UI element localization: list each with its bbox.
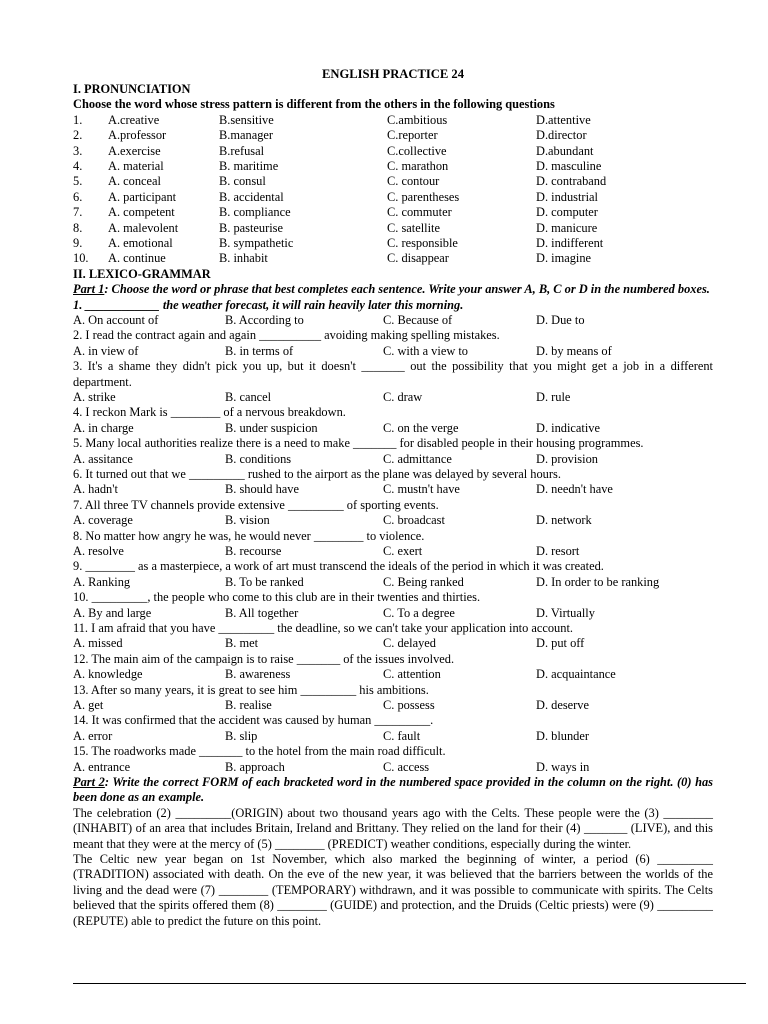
option-c: C. on the verge xyxy=(383,420,459,435)
item-number: 6. xyxy=(73,189,83,204)
item-number: 9. xyxy=(73,235,83,250)
section-heading-lexico-grammar: II. LEXICO-GRAMMAR xyxy=(73,266,211,281)
passage-paragraph-2: The Celtic new year began on 1st November, which also marked the beginning of winter, a period (6) _________ (TRADITION) associated with death. On the eve of the new year, it was believed that the barriers between the worlds of the living and the dead were (7) ________ (TEMPORARY) withdrawn, and it was possible to communicate with spirits. The Celts believed that the spirits offered them (8) ________ (GUIDE) and protection, and the Druids (Celtic priests) were (9) _________ (REPUTE) able to predict the future on this point. xyxy=(73,851,713,928)
option-c: C. commuter xyxy=(387,205,452,220)
item-number: 3. xyxy=(73,143,83,158)
pronunciation-list xyxy=(73,113,713,267)
option-d: D. rule xyxy=(536,389,571,404)
option-c: C. attention xyxy=(383,667,441,682)
option-d: D. resort xyxy=(536,543,580,558)
option-d: D. acquaintance xyxy=(536,667,616,682)
option-a: A. Ranking xyxy=(73,574,131,589)
option-b: B. maritime xyxy=(219,158,279,173)
question-options xyxy=(73,729,713,744)
option-b: B.sensitive xyxy=(219,112,274,127)
question-stem: 14. It was confirmed that the accident was caused by human _________. xyxy=(73,713,434,728)
option-a: A. continue xyxy=(108,251,166,266)
option-c: C. access xyxy=(383,759,430,774)
option-b: B. cancel xyxy=(225,389,272,404)
option-d: D. industrial xyxy=(536,189,598,204)
option-c: C. disappear xyxy=(387,251,449,266)
question-options xyxy=(73,636,713,651)
question-stem: 8. No matter how angry he was, he would never ________ to violence. xyxy=(73,528,425,543)
item-number: 8. xyxy=(73,220,83,235)
question-options xyxy=(73,575,713,590)
option-c: C.collective xyxy=(387,143,447,158)
mcq-list xyxy=(73,298,713,775)
option-b: B. conditions xyxy=(225,451,292,466)
item-number: 10. xyxy=(73,251,89,266)
question-options xyxy=(73,390,713,405)
option-d: D. indicative xyxy=(536,420,600,435)
pronunciation-item xyxy=(73,128,713,143)
part1-instruction-text: : Choose the word or phrase that best completes each sentence. Write your answer A, B, C or D in the numbered boxes. xyxy=(104,282,710,297)
part2-label: Part 2 xyxy=(73,774,105,789)
pronunciation-item xyxy=(73,205,713,220)
option-b: B. inhabit xyxy=(219,251,268,266)
option-b: B. in terms of xyxy=(225,343,294,358)
option-b: B. To be ranked xyxy=(225,574,304,589)
option-d: D. needn't have xyxy=(536,482,613,497)
option-a: A. malevolent xyxy=(108,220,179,235)
option-a: A. resolve xyxy=(73,543,124,558)
option-c: C. Being ranked xyxy=(383,574,464,589)
option-d: D. network xyxy=(536,513,592,528)
option-c: C. marathon xyxy=(387,158,449,173)
option-d: D. blunder xyxy=(536,728,589,743)
pronunciation-instruction: Choose the word whose stress pattern is different from the others in the following questions xyxy=(73,97,555,112)
pronunciation-item xyxy=(73,221,713,236)
option-c: C. possess xyxy=(383,697,435,712)
option-b: B. approach xyxy=(225,759,285,774)
option-c: C. mustn't have xyxy=(383,482,460,497)
bottom-divider xyxy=(73,983,746,984)
question-options xyxy=(73,667,713,682)
option-c: C. responsible xyxy=(387,235,458,250)
option-d: D. manicure xyxy=(536,220,598,235)
option-d: D. imagine xyxy=(536,251,592,266)
option-a: A. in charge xyxy=(73,420,134,435)
question-stem: 5. Many local authorities realize there is a need to make _______ for disabled people in their housing programmes. xyxy=(73,436,644,451)
option-d: D. Due to xyxy=(536,312,585,327)
part2-instruction xyxy=(73,775,713,806)
option-d: D. ways in xyxy=(536,759,590,774)
question-options xyxy=(73,544,713,559)
pronunciation-item xyxy=(73,174,713,189)
option-c: C. with a view to xyxy=(383,343,469,358)
option-a: A. knowledge xyxy=(73,667,143,682)
question-stem: 7. All three TV channels provide extensive _________ of sporting events. xyxy=(73,497,439,512)
option-d: D. computer xyxy=(536,205,598,220)
option-b: B. should have xyxy=(225,482,299,497)
option-d: D. provision xyxy=(536,451,598,466)
option-d: D. deserve xyxy=(536,697,589,712)
option-a: A. in view of xyxy=(73,343,139,358)
page-title: ENGLISH PRACTICE 24 xyxy=(321,67,465,81)
option-d: D. indifferent xyxy=(536,235,604,250)
question-stem: 12. The main aim of the campaign is to raise _______ of the issues involved. xyxy=(73,651,455,666)
question-stem: 10. _________, the people who come to this club are in their twenties and thirties. xyxy=(73,590,481,605)
option-c: C. parentheses xyxy=(387,189,460,204)
option-d: D. Virtually xyxy=(536,605,595,620)
question-stem: 4. I reckon Mark is ________ of a nervous breakdown. xyxy=(73,405,346,420)
option-c: C. To a degree xyxy=(383,605,455,620)
option-b: B. All together xyxy=(225,605,299,620)
option-d: D.abundant xyxy=(536,143,594,158)
option-b: B. consul xyxy=(219,174,266,189)
worksheet xyxy=(73,66,713,929)
pronunciation-item xyxy=(73,144,713,159)
option-b: B. met xyxy=(225,636,259,651)
option-d: D. In order to be ranking xyxy=(536,574,660,589)
question-options xyxy=(73,313,713,328)
option-b: B. compliance xyxy=(219,205,291,220)
option-b: B. pasteurise xyxy=(219,220,284,235)
item-number: 1. xyxy=(73,112,83,127)
part1-label: Part 1 xyxy=(73,282,105,297)
option-a: A. competent xyxy=(108,205,175,220)
question-options xyxy=(73,482,713,497)
option-b: B. recourse xyxy=(225,543,282,558)
option-b: B. According to xyxy=(225,312,304,327)
question-stem: 15. The roadworks made _______ to the hotel from the main road difficult. xyxy=(73,744,446,759)
question-options xyxy=(73,421,713,436)
option-a: A. entrance xyxy=(73,759,131,774)
pronunciation-item xyxy=(73,113,713,128)
option-a: A. conceal xyxy=(108,174,161,189)
option-b: B. vision xyxy=(225,513,270,528)
option-b: B. accidental xyxy=(219,189,284,204)
option-a: A. strike xyxy=(73,389,116,404)
option-c: C. satellite xyxy=(387,220,440,235)
option-a: A.creative xyxy=(108,112,160,127)
option-c: C.ambitious xyxy=(387,112,448,127)
option-a: A. material xyxy=(108,158,164,173)
pronunciation-item xyxy=(73,236,713,251)
passage-paragraph-1: The celebration (2) _________(ORIGIN) about two thousand years ago with the Celts. These people were the (3) ________ (INHABIT) of an area that includes Britain, Ireland and Brittany. They relied on the land for their (4) _______ (LIVE), and this meant that they were at the mercy of (5) ________ (PREDICT) weather conditions, especially during the winter. xyxy=(73,805,713,851)
option-a: A. participant xyxy=(108,189,177,204)
option-c: C. exert xyxy=(383,543,423,558)
question-stem: 2. I read the contract again and again __________ avoiding making spelling mistakes. xyxy=(73,328,500,343)
question-options xyxy=(73,698,713,713)
option-a: A. missed xyxy=(73,636,123,651)
pronunciation-item xyxy=(73,159,713,174)
option-a: A. error xyxy=(73,728,113,743)
pronunciation-item xyxy=(73,190,713,205)
option-c: C. contour xyxy=(387,174,440,189)
option-b: B. under suspicion xyxy=(225,420,318,435)
option-b: B. slip xyxy=(225,728,258,743)
item-number: 5. xyxy=(73,174,83,189)
option-c: C. Because of xyxy=(383,312,453,327)
option-c: C. delayed xyxy=(383,636,436,651)
option-b: B. realise xyxy=(225,697,272,712)
pronunciation-item xyxy=(73,251,713,266)
part1-instruction xyxy=(73,282,713,297)
question-options xyxy=(73,513,713,528)
option-c: C. draw xyxy=(383,389,423,404)
option-a: A. assitance xyxy=(73,451,133,466)
item-number: 4. xyxy=(73,158,83,173)
option-d: D. masculine xyxy=(536,158,602,173)
option-c: C. admittance xyxy=(383,451,452,466)
option-a: A.professor xyxy=(108,128,167,143)
question-stem: 11. I am afraid that you have _________ the deadline, so we can't take your application into account. xyxy=(73,620,573,635)
option-b: B.refusal xyxy=(219,143,265,158)
question-stem: 1. ____________ the weather forecast, it will rain heavily later this morning. xyxy=(73,297,464,312)
option-d: D. put off xyxy=(536,636,585,651)
option-c: C. broadcast xyxy=(383,513,445,528)
item-number: 7. xyxy=(73,205,83,220)
option-a: A. On account of xyxy=(73,312,159,327)
question-stem: 3. It's a shame they didn't pick you up, but it doesn't _______ out the possibility that you might get a job in a different department. xyxy=(73,359,713,389)
section-heading-pronunciation: I. PRONUNCIATION xyxy=(73,82,191,96)
option-a: A.exercise xyxy=(108,143,161,158)
option-a: A. coverage xyxy=(73,513,133,528)
option-d: D.attentive xyxy=(536,112,591,127)
option-d: D. by means of xyxy=(536,343,612,358)
question-options xyxy=(73,760,713,775)
option-d: D. contraband xyxy=(536,174,607,189)
option-b: B. sympathetic xyxy=(219,235,294,250)
option-b: B. awareness xyxy=(225,667,291,682)
question-options xyxy=(73,606,713,621)
question-stem: 13. After so many years, it is great to see him _________ his ambitions. xyxy=(73,682,429,697)
part2-instruction-text: : Write the correct FORM of each bracketed word in the numbered space provided in the column on the right. (0) has been done as an example. xyxy=(73,774,713,805)
option-a: A. hadn't xyxy=(73,482,118,497)
option-d: D.director xyxy=(536,128,587,143)
option-b: B.manager xyxy=(219,128,274,143)
option-c: C.reporter xyxy=(387,128,438,143)
question-stem: 6. It turned out that we _________ rushed to the airport as the plane was delayed by several hours. xyxy=(73,466,561,481)
option-a: A. emotional xyxy=(108,235,173,250)
question-stem: 9. ________ as a masterpiece, a work of art must transcend the ideals of the period in which it was created. xyxy=(73,559,604,574)
option-a: A. By and large xyxy=(73,605,152,620)
question-options xyxy=(73,452,713,467)
item-number: 2. xyxy=(73,128,83,143)
option-a: A. get xyxy=(73,697,104,712)
option-c: C. fault xyxy=(383,728,421,743)
question-options xyxy=(73,344,713,359)
